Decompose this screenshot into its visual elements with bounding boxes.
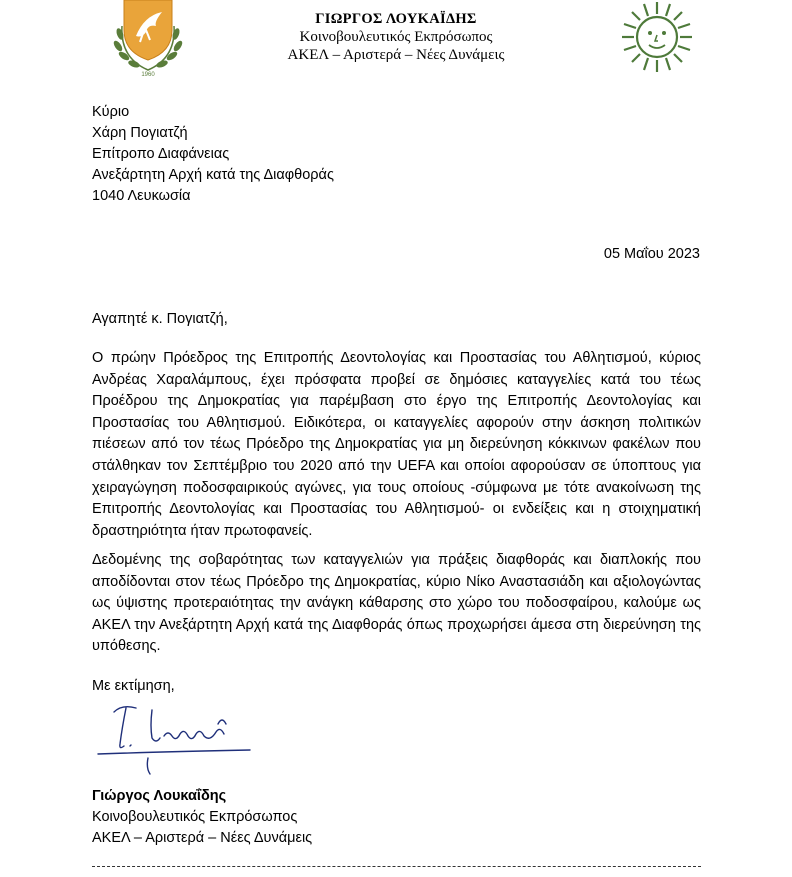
signer-party: ΑΚΕΛ – Αριστερά – Νέες Δυνάμεις [92,830,313,846]
recipient-line: Κύριο [92,104,130,120]
salutation: Αγαπητέ κ. Πογιατζή, [92,311,228,327]
recipient-organization: Ανεξάρτητη Αρχή κατά της Διαφθοράς [92,167,334,183]
recipient-address [92,102,334,207]
recipient-name: Χάρη Πογιατζή [92,125,188,141]
signer-name: Γιώργος Λουκαΐδης [92,788,227,804]
letter-date: 05 Μαΐου 2023 [603,246,700,262]
sender-name: ΓΙΩΡΓΟΣ ΛΟΥΚΑΪΔΗΣ [315,11,477,27]
sender-title: Κοινοβουλευτικός Εκπρόσωπος [299,29,493,45]
body-paragraph-1: Ο πρώην Πρόεδρος της Επιτροπής Δεοντολογίας και Προστασίας του Αθλητισμού, κύριος Ανδρέας Χαραλάμπους, έχει πρόσφατα προβεί σε δημόσιες καταγγελίες κατά του τέως Προέδρου της Δημοκρατίας για παρέμβαση στο έργο της Επιτροπής Δεοντολογίας και Προστασίας του Αθλητισμού. Ειδικότερα, οι καταγγελίες αφορούν στην άσκηση πολιτικών πιέσεων από τον τέως Πρόεδρο της Δημοκρατίας για μη διερεύνηση κόκκινων φακέλων που στάλθηκαν τον Σεπτέμβριο του 2020 από την UEFA και οποίοι αφορούσαν σε ύποπτους για χειραγώγηση ποδοσφαιρικούς αγώνες, για τους οποίους -σύμφωνα με τότε ανακοίνωση της Επιτροπής Δεοντολογίας και Προστασίας του Αθλητισμού- οι ενδείξεις και η στοιχηματική δραστηριότητα ήταν πρωτοφανείς. [92,350,701,539]
svg-text:1960: 1960 [141,72,155,78]
signer-block [92,786,312,849]
akel-sun-logo-icon [618,0,696,76]
handwritten-signature [92,694,252,778]
signer-title: Κοινοβουλευτικός Εκπρόσωπος [92,809,298,825]
recipient-city: 1040 Λευκωσία [92,188,191,204]
closing: Με εκτίμηση, [92,678,175,694]
sender-party: ΑΚΕΛ – Αριστερά – Νέες Δυνάμεις [287,47,505,63]
body-paragraph-2: Δεδομένης της σοβαρότητας των καταγγελιών για πράξεις διαφθοράς και διαπλοκής που αποδίδονται στον τέως Πρόεδρο της Δημοκρατίας, κύριο Νίκο Αναστασιάδη και αξιολογώντας ως ύψιστης προτεραιότητας την ανάγκη κάθαρσης στο χώρο του ποδοσφαίρου, καλούμε ως ΑΚΕΛ την Ανεξάρτητη Αρχή κατά της Διαφθοράς όπως προχωρήσει άμεσα στη διερεύνηση της υπόθεσης. [92,552,701,655]
recipient-title: Επίτροπο Διαφάνειας [92,146,230,162]
footer-divider [92,866,701,867]
